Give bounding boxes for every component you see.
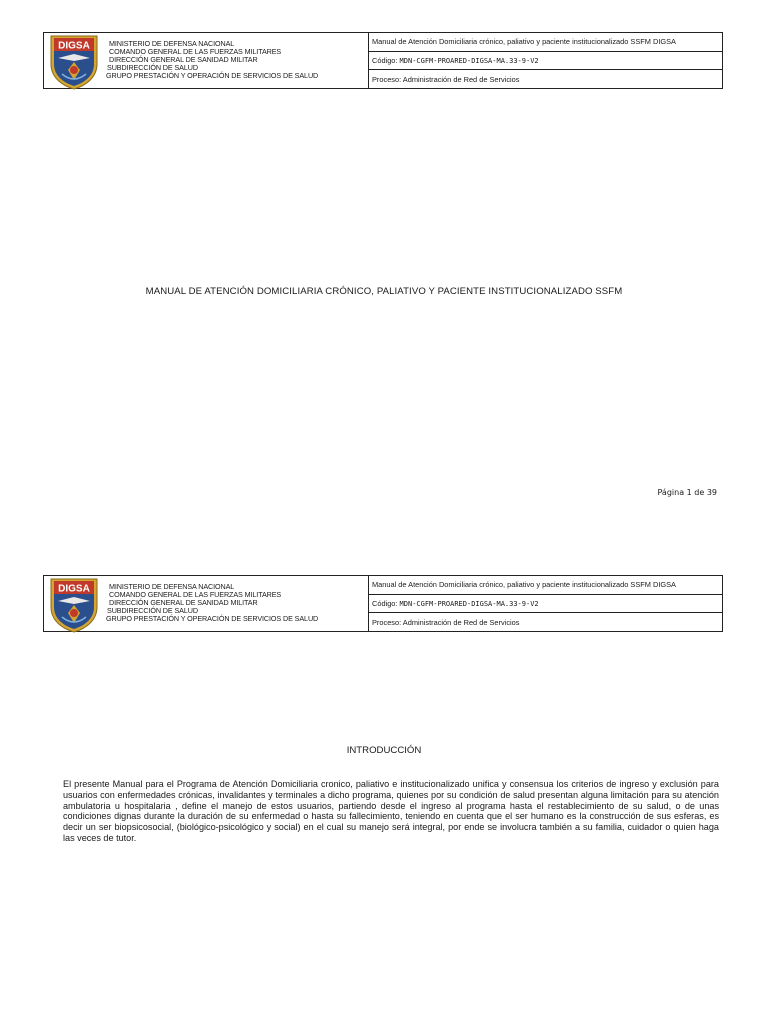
header-manual-name: Manual de Atención Domiciliaria crónico, paliativo y paciente institucionalizado SSFM DIGSA xyxy=(369,576,722,595)
org-line: GRUPO PRESTACIÓN Y OPERACIÓN DE SERVICIOS DE SALUD xyxy=(106,614,319,623)
header-process: Proceso: Administración de Red de Servicios xyxy=(372,617,520,627)
org-line: COMANDO GENERAL DE LAS FUERZAS MILITARES xyxy=(109,47,282,56)
header-code-label: Código: xyxy=(372,56,398,65)
header-code-label: Código: xyxy=(372,599,398,608)
document-header xyxy=(43,32,723,89)
digsa-shield-logo xyxy=(48,577,100,633)
org-line: DIRECCIÓN GENERAL DE SANIDAD MILITAR xyxy=(109,598,258,607)
org-name-block xyxy=(106,40,318,80)
header-code-value: MDN-CGFM-PROARED-DIGSA-MA.33-9-V2 xyxy=(399,56,539,65)
org-line: GRUPO PRESTACIÓN Y OPERACIÓN DE SERVICIOS DE SALUD xyxy=(106,71,319,80)
header-org-cell xyxy=(44,576,369,631)
document-header xyxy=(43,575,723,632)
header-code-row xyxy=(369,595,722,614)
org-name-block xyxy=(106,583,318,623)
org-line: DIRECCIÓN GENERAL DE SANIDAD MILITAR xyxy=(109,55,258,64)
header-info-cell xyxy=(369,33,722,88)
header-process: Proceso: Administración de Red de Servicios xyxy=(372,74,520,84)
header-code-row xyxy=(369,52,722,71)
page-number: Página 1 de 39 xyxy=(657,488,717,497)
org-line: SUBDIRECCIÓN DE SALUD xyxy=(107,63,198,72)
document-title: MANUAL DE ATENCIÓN DOMICILIARIA CRÓNICO, PALIATIVO Y PACIENTE INSTITUCIONALIZADO SSFM xyxy=(145,286,623,297)
logo-text: DIGSA xyxy=(58,40,90,52)
org-line: COMANDO GENERAL DE LAS FUERZAS MILITARES xyxy=(109,590,282,599)
org-line: MINISTERIO DE DEFENSA NACIONAL xyxy=(109,39,235,48)
digsa-shield-logo xyxy=(48,34,100,90)
header-info-cell xyxy=(369,576,722,631)
org-line: SUBDIRECCIÓN DE SALUD xyxy=(107,606,198,615)
section-title-introduccion: INTRODUCCIÓN xyxy=(346,745,422,756)
header-manual-name: Manual de Atención Domiciliaria crónico, paliativo y paciente institucionalizado SSFM DIGSA xyxy=(369,33,722,52)
document-page-2 xyxy=(0,543,768,1024)
header-code-value: MDN-CGFM-PROARED-DIGSA-MA.33-9-V2 xyxy=(399,599,539,608)
logo-text: DIGSA xyxy=(58,583,90,595)
intro-paragraph: El presente Manual para el Programa de Atención Domiciliaria cronico, paliativo e institucionalizado unifica y consensua los criterios de ingreso y exclusión para usuarios con enfermedades crónicas, invalidantes y terminales a dicho programa, quienes por su condición de salud presentan alguna limitación para su atención ambulatoria u hospitalaria , define el manejo de estos usuarios, partiendo desde el ingreso al programa hasta el restablecimiento de su salud, o de unas condiciones dignas durante la duración de su enfermedad o hasta su fallecimiento, teniendo en cuenta que el ser humano es la construcción de sus esferas, es decir un ser biopsicosocial, (biológico-psicológico y social) en el cual su manejo será integral, por ende se involucra también a su familia, cuidador o quien haga las veces de tutor. xyxy=(63,779,719,843)
org-line: MINISTERIO DE DEFENSA NACIONAL xyxy=(109,582,235,591)
header-org-cell xyxy=(44,33,369,88)
